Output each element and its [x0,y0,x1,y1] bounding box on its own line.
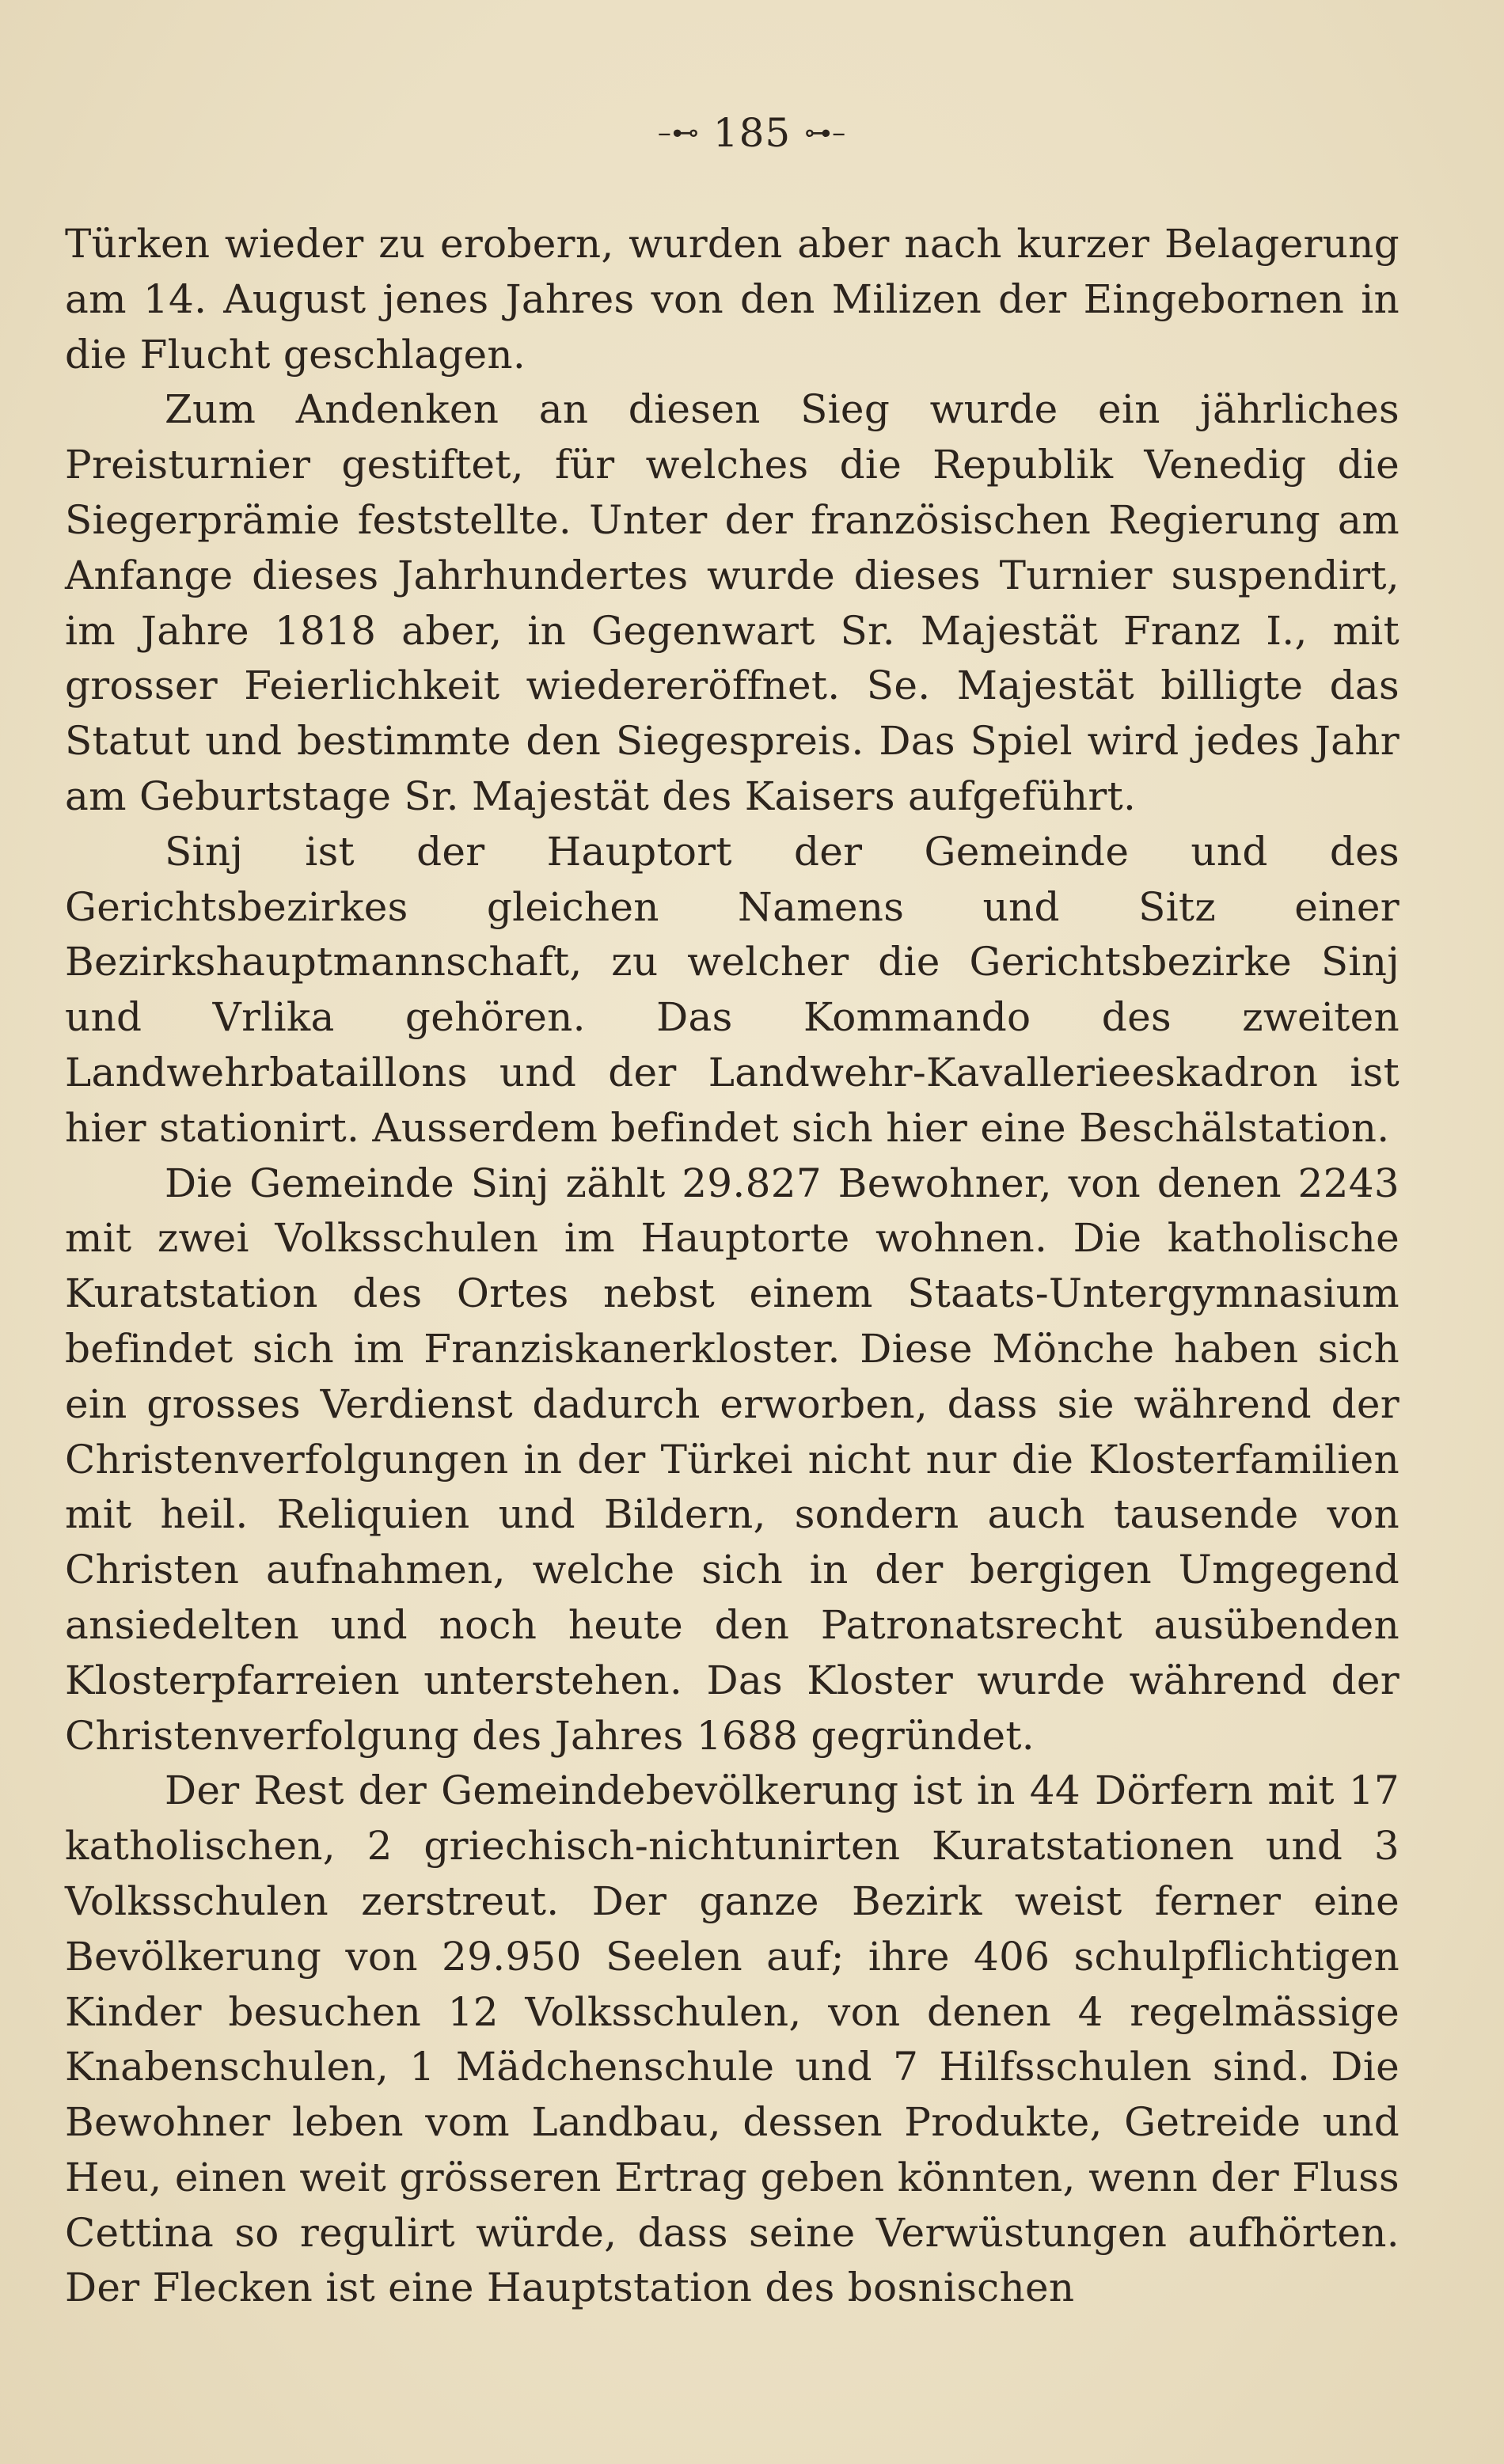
body-text [65,217,1400,2316]
ornament-left: –⊷ [657,117,700,149]
paragraph-3: Sinj ist der Hauptort der Gemeinde und des Gerichtsbezirkes gleichen Namens und Sitz einer Bezirkshauptmannschaft, zu welcher die Gerichtsbezirke Sinj und Vrlika gehören. Das Kommando des zweiten Landwehrbataillons und der Landwehr-Kavallerieeskadron ist hier stationirt. Ausserdem befindet sich hier eine Beschälstation. [65,828,1400,1151]
page-header [0,109,1504,160]
paragraph-1: Türken wieder zu erobern, wurden aber nach kurzer Belagerung am 14. August jenes Jahres von den Milizen der Eingebornen in die Flucht geschlagen. [65,221,1400,378]
paragraph-4: Die Gemeinde Sinj zählt 29.827 Bewohner, von denen 2243 mit zwei Volksschulen im Hauptorte wohnen. Die katholische Kuratstation des Ortes nebst einem Staats-Untergymnasium befindet sich im Franziskanerkloster. Diese Mönche haben sich ein grosses Verdienst dadurch erworben, dass sie während der Christenverfolgungen in der Türkei nicht nur die Klosterfamilien mit heil. Reliquien und Bildern, sondern auch tausende von Christen aufnahmen, welche sich in der bergigen Umgegend ansiedelten und noch heute den Patronatsrecht ausübenden Klosterpfarreien unterstehen. Das Kloster wurde während der Christenverfolgung des Jahres 1688 gegründet. [65,1160,1400,1759]
ornament-right: ⊶– [804,117,847,149]
page-number: 185 [712,110,792,156]
paragraph-5: Der Rest der Gemeindebevölkerung ist in 44 Dörfern mit 17 katholischen, 2 griechisch-nichtunirten Kuratstationen und 3 Volksschulen zerstreut. Der ganze Bezirk weist ferner eine Bevölkerung von 29.950 Seelen auf; ihre 406 schulpflichtigen Kinder besuchen 12 Volksschulen, von denen 4 regelmässige Knabenschulen, 1 Mädchenschule und 7 Hilfsschulen sind. Die Bewohner leben vom Landbau, dessen Produkte, Getreide und Heu, einen weit grösseren Ertrag geben könnten, wenn der Fluss Cettina so regulirt würde, dass seine Verwüstungen aufhörten. Der Flecken ist eine Hauptstation des bosnischen [65,1767,1400,2311]
paragraph-2: Zum Andenken an diesen Sieg wurde ein jährliches Preisturnier gestiftet, für welches die Republik Venedig die Siegerprämie feststellte. Unter der französischen Regierung am Anfange dieses Jahrhundertes wurde dieses Turnier suspendirt, im Jahre 1818 aber, in Gegenwart Sr. Majestät Franz I., mit grosser Feierlichkeit wiedereröffnet. Se. Majestät billigte das Statut und bestimmte den Siegespreis. Das Spiel wird jedes Jahr am Geburtstage Sr. Majestät des Kaisers aufgeführt. [65,386,1400,819]
